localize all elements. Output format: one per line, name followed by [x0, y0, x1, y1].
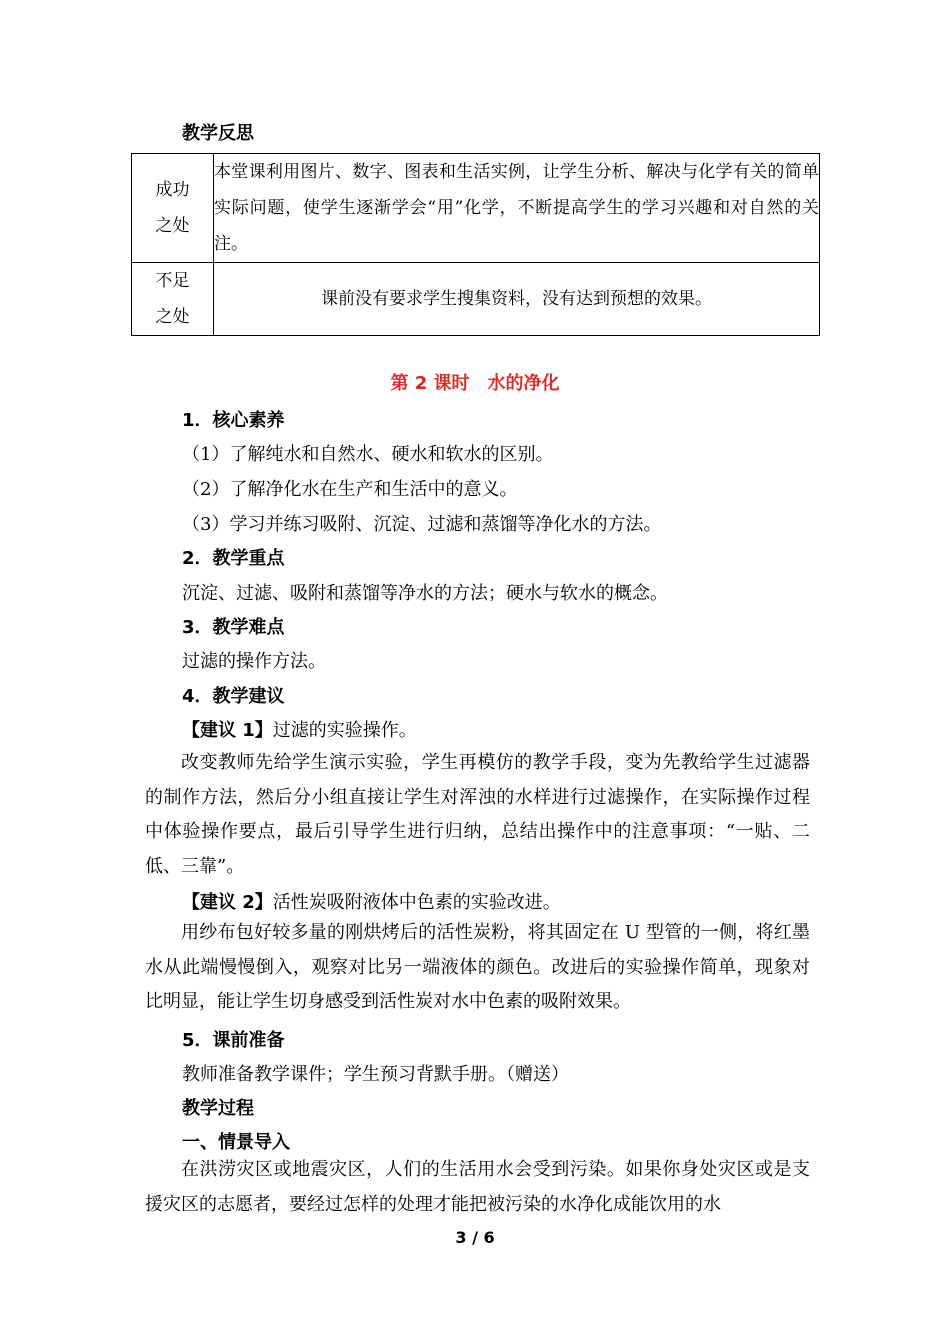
list-item: （3）学习并练习吸附、沉淀、过滤和蒸馏等净化水的方法。 [182, 514, 662, 535]
reflection-heading: 教学反思 [182, 123, 254, 144]
page-number: 3 / 6 [455, 1228, 495, 1247]
section-title: 5．课前准备 [182, 1030, 285, 1051]
lesson-title: 第 2 课时 水的净化 [390, 373, 560, 394]
suggestion-text: 活性炭吸附液体中色素的实验改进。 [272, 892, 561, 913]
suggestion-label: 【建议 1】 [182, 720, 273, 741]
suggestion-2 [182, 891, 561, 915]
label-line: 之处 [155, 216, 190, 236]
list-item: （1）了解纯水和自然水、硬水和软水的区别。 [182, 444, 554, 465]
process-heading: 教学过程 [182, 1098, 254, 1119]
row-label-success [132, 154, 214, 263]
part-1-paragraph: 在洪涝灾区或地震灾区，人们的生活用水会受到污染。如果你身处灾区或是支援灾区的志愿者，要经过怎样的处理才能把被污染的水净化成能饮用的水 [145, 1159, 810, 1215]
row-label-shortcoming [132, 263, 214, 336]
suggestion-1-paragraph: 改变教师先给学生演示实验，学生再模仿的教学手段，变为先教给学生过滤器的制作方法，然后分小组直接让学生对浑浊的水样进行过滤操作，在实际操作过程中体验操作要点，最后引导学生进行归纳，总结出操作中的注意事项：“一贴、二低、三靠”。 [145, 752, 810, 877]
suggestion-text: 过滤的实验操作。 [272, 720, 417, 741]
section-text: 沉淀、过滤、吸附和蒸馏等净水的方法；硬水与软水的概念。 [182, 583, 668, 604]
section-title: 2．教学重点 [182, 548, 285, 569]
list-item: （2）了解净化水在生产和生活中的意义。 [182, 479, 518, 500]
row-content-shortcoming: 课前没有要求学生搜集资料，没有达到预想的效果。 [214, 263, 820, 336]
section-title: 1．核心素养 [182, 410, 285, 431]
section-text: 教师准备教学课件；学生预习背默手册。（赠送） [182, 1064, 569, 1085]
table-row [132, 154, 820, 263]
part-title: 一、情景导入 [182, 1132, 290, 1153]
section-text: 过滤的操作方法。 [182, 651, 326, 672]
section-title: 3．教学难点 [182, 617, 285, 638]
table-row [132, 263, 820, 336]
suggestion-label: 【建议 2】 [182, 892, 273, 913]
suggestion-2-paragraph: 用纱布包好较多量的刚烘烤后的活性炭粉，将其固定在 U 型管的一侧，将红墨水从此端慢慢倒入，观察对比另一端液体的颜色。改进后的实验操作简单，现象对比明显，能让学生切身感受到活性炭对水中色素的吸附效果。 [145, 922, 810, 1012]
row-content-success: 本堂课利用图片、数字、图表和生活实例，让学生分析、解决与化学有关的简单实际问题，使学生逐渐学会“用”化学，不断提高学生的学习兴趣和对自然的关注。 [214, 154, 820, 263]
label-line: 不足 [155, 271, 190, 291]
reflection-table [131, 153, 820, 336]
section-title: 4．教学建议 [182, 686, 285, 707]
suggestion-1 [182, 719, 417, 743]
label-line: 之处 [155, 307, 190, 327]
label-line: 成功 [155, 180, 190, 200]
